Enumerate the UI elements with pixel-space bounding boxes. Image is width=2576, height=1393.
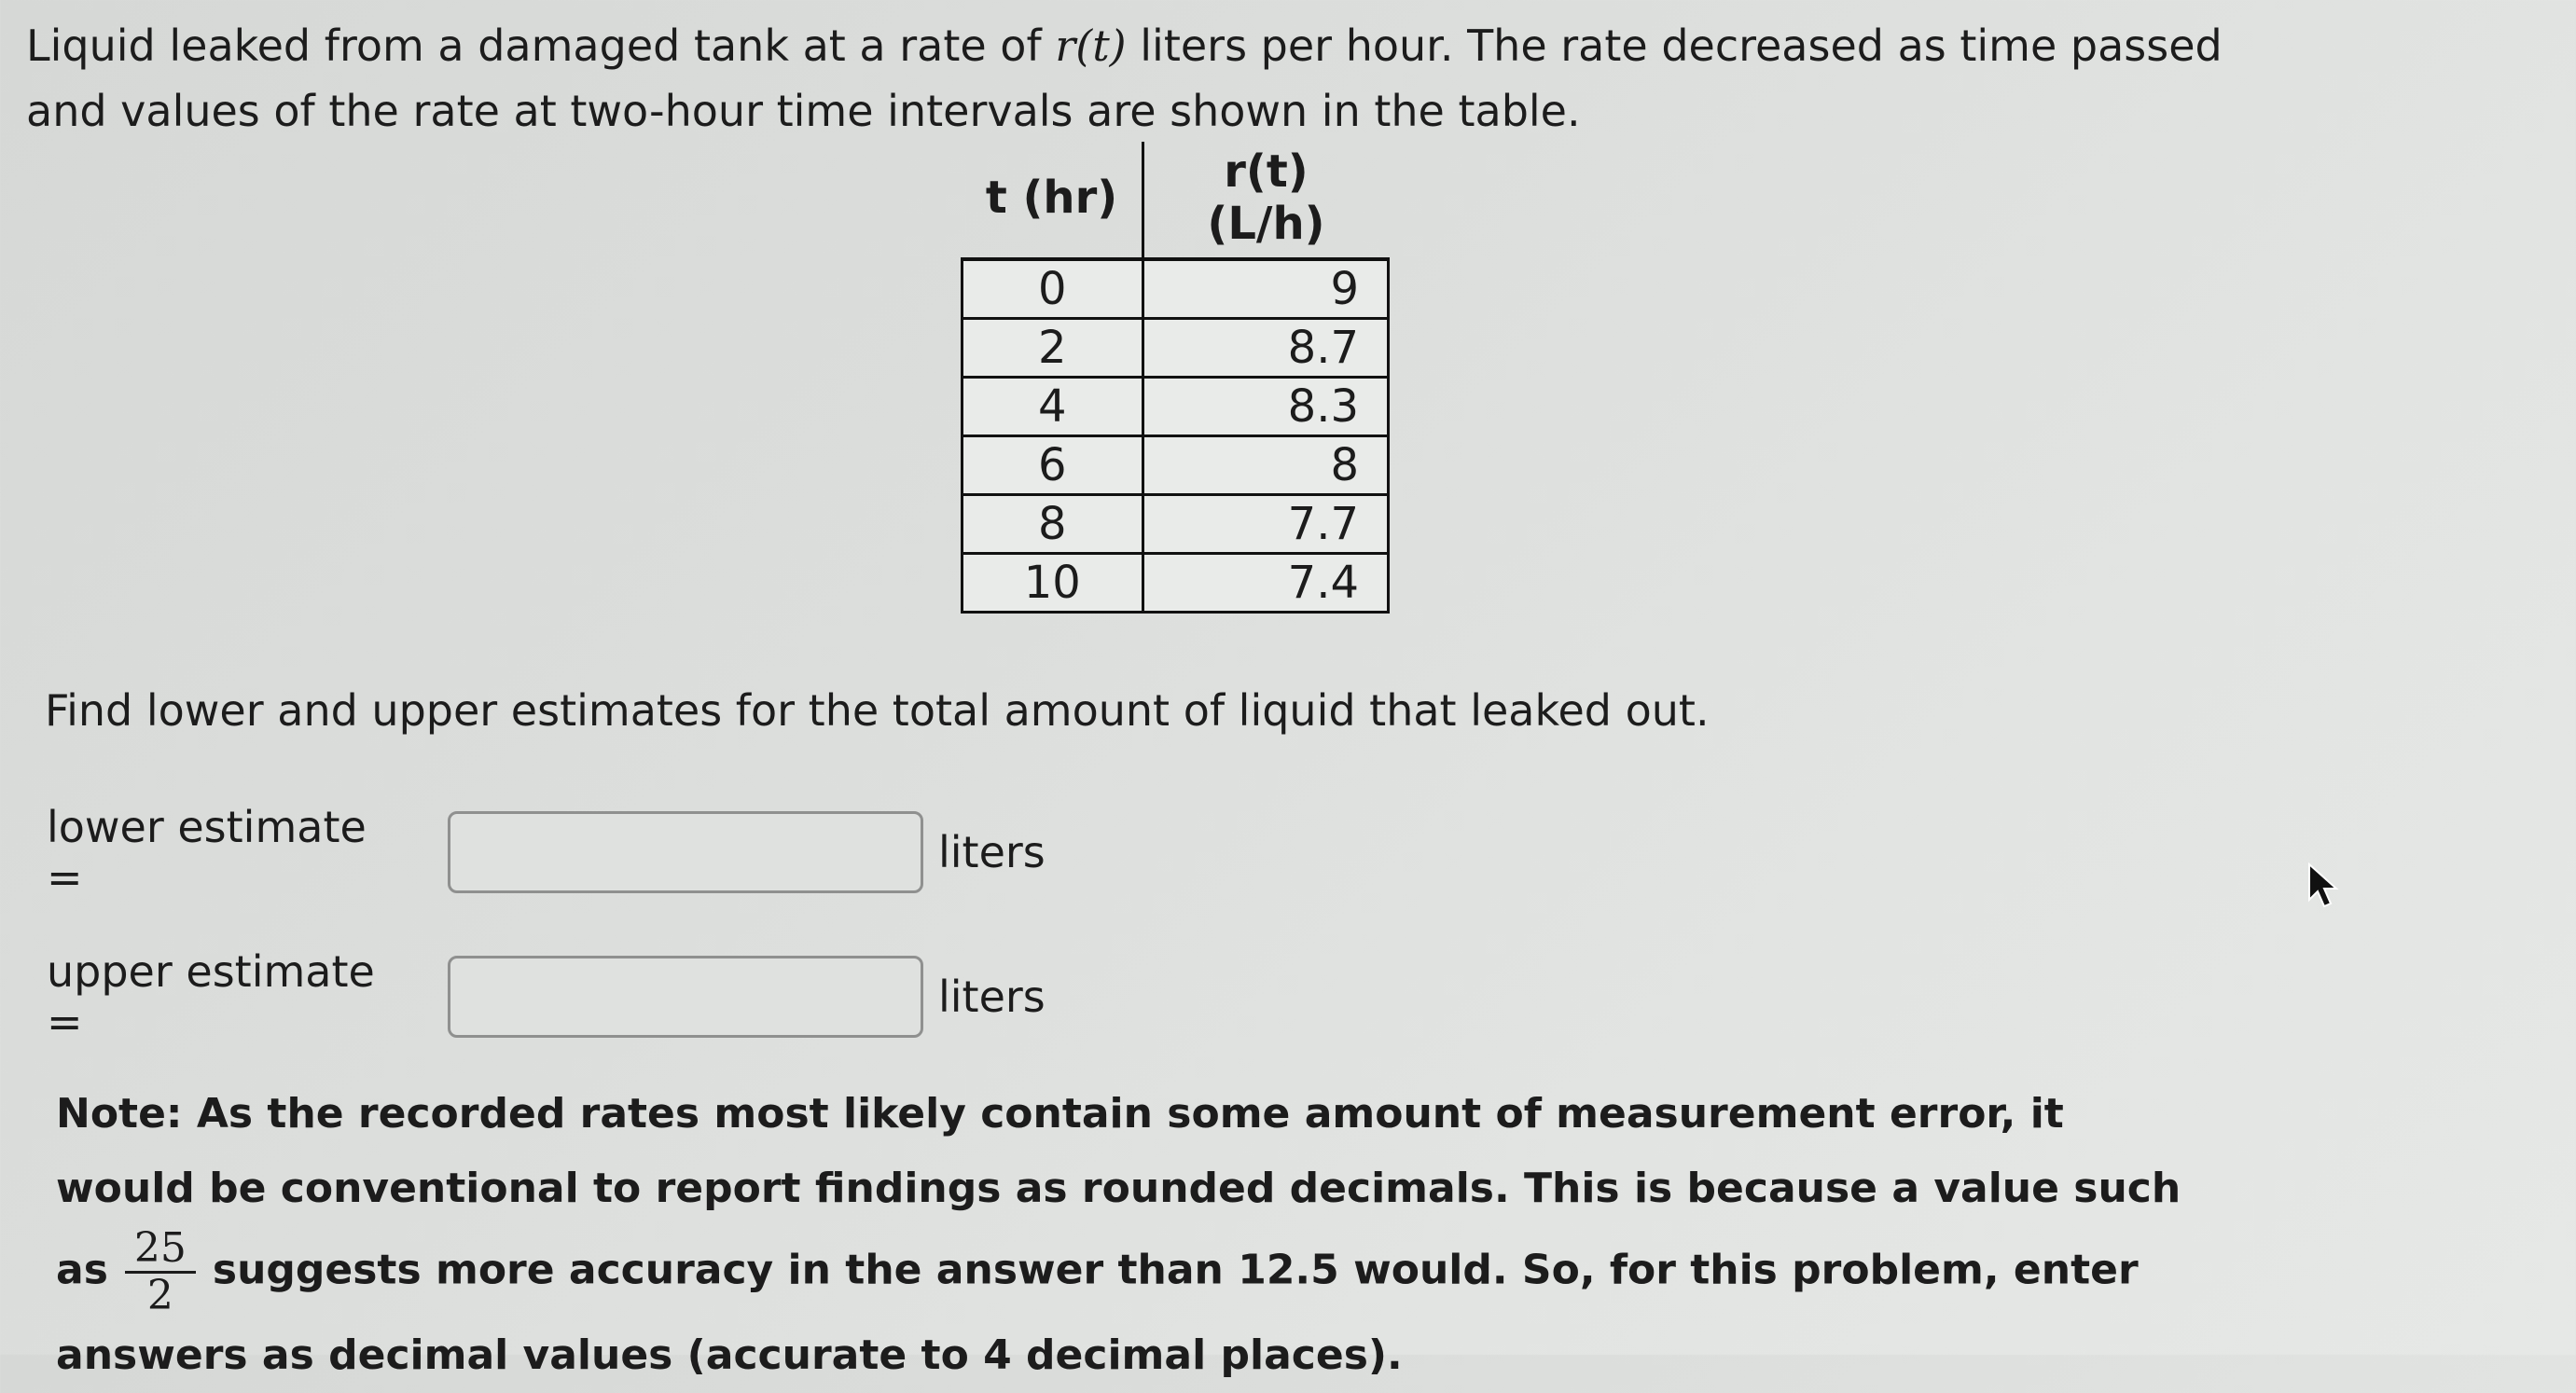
question-text: Find lower and upper estimates for the total amount of liquid that leaked out. [45, 685, 1710, 736]
upper-estimate-label: upper estimate = [47, 946, 375, 1047]
mouse-pointer-icon [2304, 862, 2341, 909]
table-cell-t: 0 [963, 259, 1143, 319]
table-cell-t: 8 [963, 495, 1143, 554]
lower-estimate-unit: liters [938, 827, 1046, 877]
lower-estimate-input[interactable] [448, 811, 923, 893]
upper-estimate-row [47, 946, 1046, 1047]
table-header-row [963, 142, 1389, 259]
table-row [963, 259, 1389, 319]
table-cell-r: 7.4 [1143, 554, 1389, 613]
table-cell-t: 4 [963, 378, 1143, 436]
table-cell-r: 8.3 [1143, 378, 1389, 436]
table-cell-t: 2 [963, 319, 1143, 378]
table-cell-r: 9 [1143, 259, 1389, 319]
table-row [963, 554, 1389, 613]
lower-estimate-row [47, 802, 1046, 903]
table-row [963, 319, 1389, 378]
note-block [56, 1077, 2201, 1393]
upper-estimate-unit: liters [938, 972, 1046, 1022]
table-cell-r: 8.7 [1143, 319, 1389, 378]
note-text-part2: suggests more accuracy in the answer than 12.5 would. So, for this problem, enter answers as decimal values (accurate to 4 decimal places). [56, 1246, 2139, 1379]
table-header-r: r(t) (L/h) [1143, 142, 1389, 259]
fraction-denominator: 2 [146, 1272, 173, 1319]
fraction-numerator: 25 [125, 1226, 196, 1274]
lower-estimate-label: lower estimate = [47, 802, 367, 903]
problem-statement [26, 13, 2311, 144]
table-row [963, 378, 1389, 436]
rate-function: r(t) [1055, 21, 1127, 71]
table-cell-r: 7.7 [1143, 495, 1389, 554]
note-prefix: Note: [56, 1090, 183, 1138]
upper-estimate-input[interactable] [448, 956, 923, 1038]
table-cell-t: 6 [963, 436, 1143, 495]
problem-text-part2: liters per hour. The rate decreased as time passed and values of the rate at two-hour time intervals are shown in the table. [26, 21, 2223, 136]
table-cell-r: 8 [1143, 436, 1389, 495]
table-row [963, 495, 1389, 554]
rate-table [961, 142, 1390, 614]
fraction [125, 1226, 196, 1318]
note-text-part1: As the recorded rates most likely contain some amount of measurement error, it would be conventional to report findings as rounded decimals. This is because a value such as [56, 1090, 2181, 1294]
table-cell-t: 10 [963, 554, 1143, 613]
table-header-t: t (hr) [963, 142, 1143, 259]
table-row [963, 436, 1389, 495]
problem-text-part1: Liquid leaked from a damaged tank at a rate of [26, 21, 1056, 71]
